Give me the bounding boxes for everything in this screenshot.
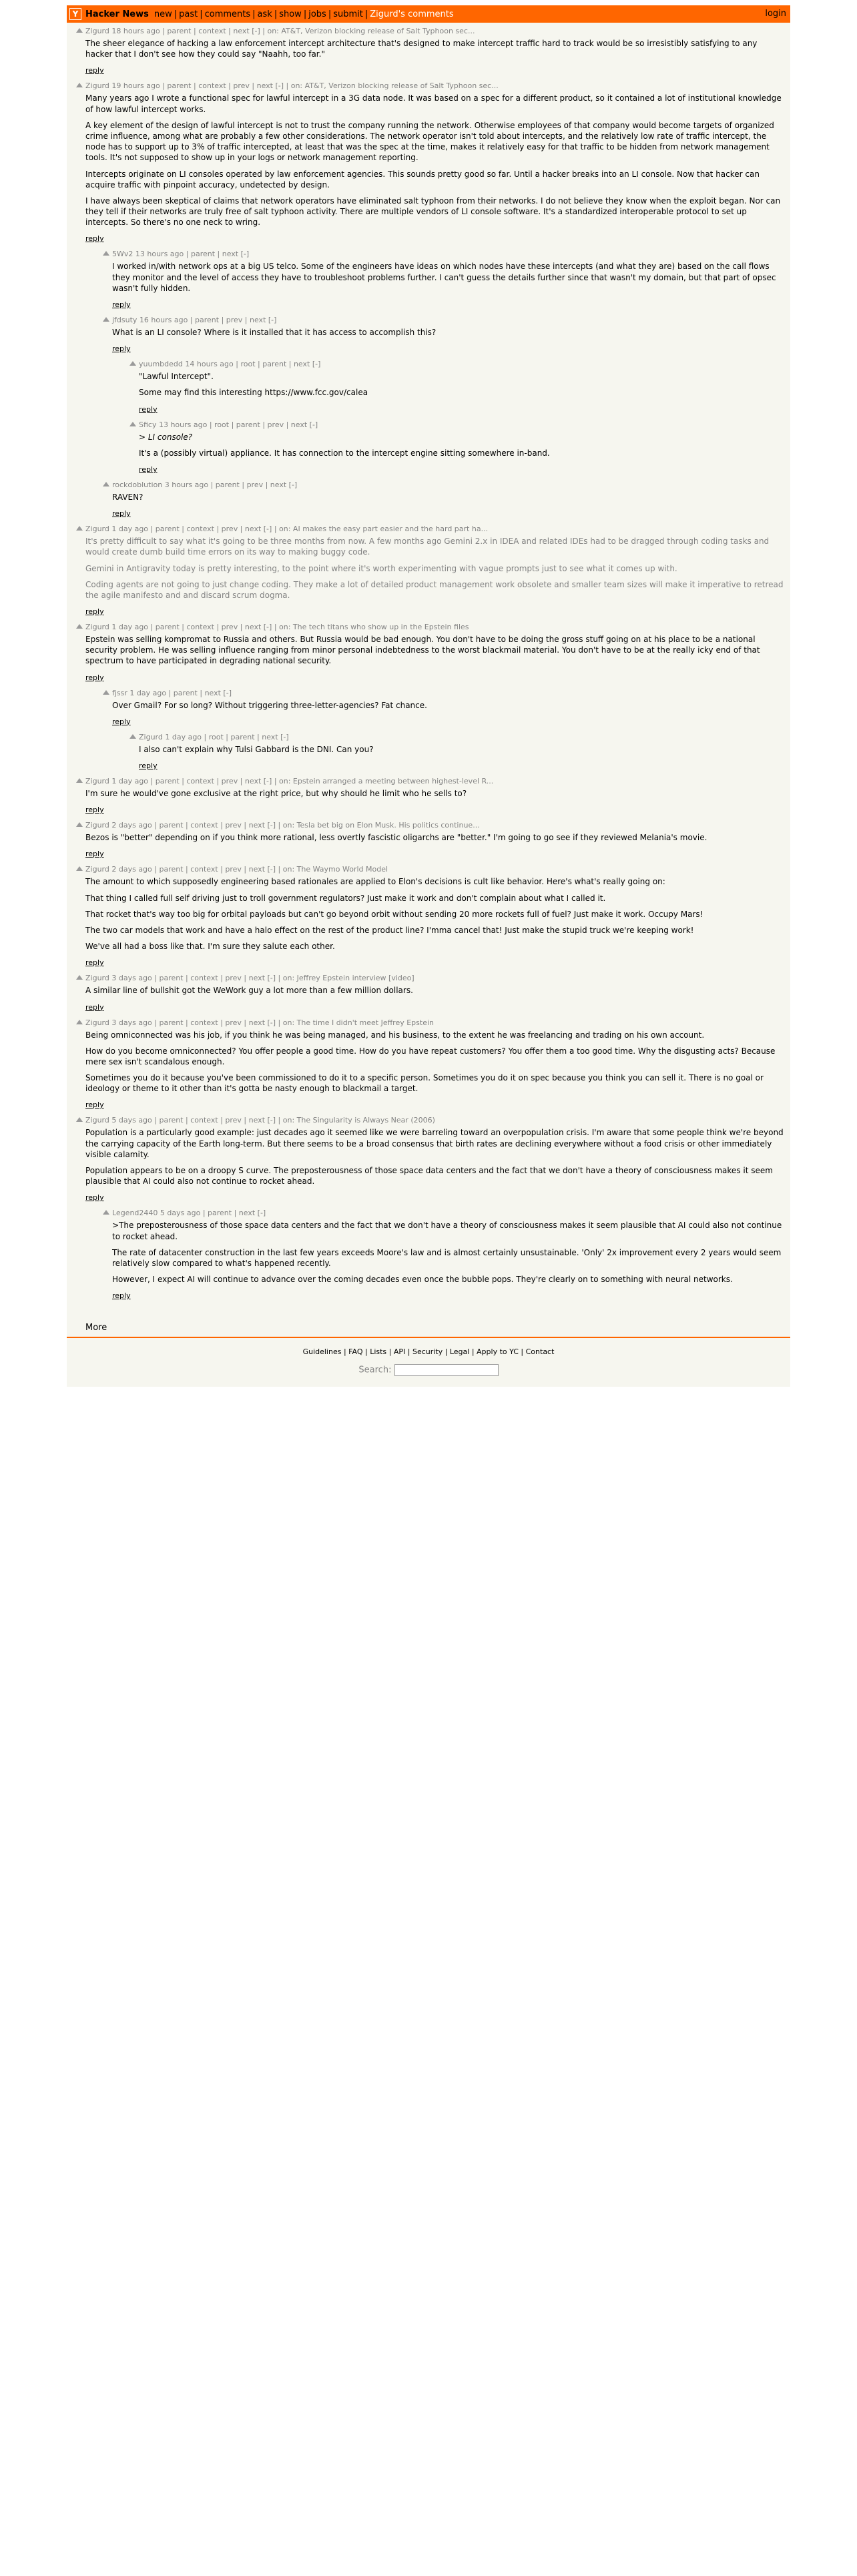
footer-link-security[interactable]: Security [412, 1347, 443, 1357]
reply-link[interactable]: reply [139, 761, 158, 770]
comment-age[interactable]: 14 hours ago [185, 360, 234, 369]
footer-separator: | [518, 1347, 526, 1357]
comment [112, 689, 785, 726]
top-bar [67, 5, 790, 23]
comment-author[interactable]: Zigurd [85, 525, 109, 534]
comment [85, 1018, 785, 1110]
comment [85, 623, 785, 682]
nav-links [154, 9, 363, 19]
comment-meta [85, 865, 785, 874]
reply-link[interactable]: reply [85, 607, 104, 617]
footer-separator: | [341, 1347, 349, 1357]
comment-paragraph: That thing I called full self driving just to troll government regulators? Just make it work and don't complain about what I called it. [85, 893, 606, 903]
upvote-arrow-icon[interactable] [76, 866, 83, 871]
comment [85, 821, 785, 858]
comment [112, 1209, 785, 1300]
footer-link-api[interactable]: API [393, 1347, 406, 1357]
comment-age[interactable]: 1 day ago [111, 525, 149, 534]
comment-body [112, 700, 785, 711]
reply-link[interactable]: reply [139, 404, 158, 414]
nav-link-submit[interactable]: submit [333, 9, 363, 19]
search-input[interactable] [394, 1364, 499, 1376]
nav-link-past[interactable]: past [179, 9, 198, 19]
comment-body [112, 327, 785, 338]
comment-age[interactable]: 2 days ago [111, 865, 152, 874]
comment-meta [85, 1018, 785, 1027]
comment-author[interactable]: Zigurd [85, 865, 109, 874]
reply-link[interactable]: reply [112, 300, 131, 309]
comment-paragraph: It's a (possibly virtual) appliance. It has connection to the intercept engine sitting somewhere in-band. [139, 448, 550, 458]
comment-age[interactable]: 13 hours ago [158, 420, 208, 429]
upvote-arrow-icon[interactable] [103, 690, 109, 695]
comment-paragraph: > LI console? [139, 432, 193, 442]
reply-link[interactable]: reply [85, 958, 104, 968]
comment-paragraph: Coding agents are not going to just change coding. They make a lot of detailed product management work obsolete and smaller team sizes will make it imperative to retread the agile manifesto and and discard scrum dogma. [85, 579, 784, 600]
upvote-arrow-icon[interactable] [76, 526, 83, 531]
comment-paragraph: Population appears to be on a droopy S curve. The preposterousness of those space data centers and the fact that we don't have a theory of consciousness makes it seem plausible that AI could also not continue to rocket ahead. [85, 1166, 773, 1187]
upvote-arrow-icon[interactable] [76, 83, 83, 87]
reply-link[interactable]: reply [112, 1291, 131, 1301]
site-title[interactable]: Hacker News [85, 9, 149, 19]
current-page-label: Zigurd's comments [370, 9, 454, 19]
comment-author[interactable]: Zigurd [85, 1018, 109, 1027]
upvote-arrow-icon[interactable] [103, 251, 109, 256]
comment-age[interactable]: 3 days ago [111, 974, 152, 983]
comment [112, 316, 785, 353]
comment-meta [85, 821, 785, 830]
comment-age[interactable]: 13 hours ago [135, 250, 184, 259]
comment-meta [85, 974, 785, 982]
footer-link-apply-to-yc[interactable]: Apply to YC [477, 1347, 519, 1357]
comment-age[interactable]: 1 day ago [129, 688, 167, 697]
comment-body [112, 492, 785, 503]
comment-nav-links[interactable]: | parent | next [-] [202, 1209, 266, 1218]
comment-paragraph: The sheer elegance of hacking a law enforcement intercept architecture that's designed to make intercept traffic hard to track would be so irresistibly satisfying to any hacker that I don't see how they could say "Naahh, too far." [85, 39, 758, 59]
comment-paragraph: Being omniconnected was his job, if you think he was being managed, and his business, to the extent he was freelancing and trading on his own account. [85, 1030, 705, 1040]
comment-paragraph: Epstein was selling kompromat to Russia and others. But Russia would be bad enough. You don't have to be doing the gross stuff going on at his place to be a national security problem. He was selling influence ranging from minor personal indebtedness to the worst blackmail material. You don't have to be at the really icky end of that spectrum to have participated in degrading national security. [85, 635, 760, 666]
comment-nav-links[interactable]: | parent | context | prev | next [-] | on: Jeffrey Epstein interview [video] [154, 974, 414, 983]
comment-meta [85, 525, 785, 533]
reply-link[interactable]: reply [85, 850, 104, 859]
upvote-arrow-icon[interactable] [76, 1020, 83, 1024]
comment-paragraph: Sometimes you do it because you've been commissioned to do it to a specific person. Sometimes you do it on spec because you think you can sell it. There is no goal or ideology or theme to it other than it's gotta be nasty enough to blackmail a target. [85, 1073, 764, 1094]
comment-age[interactable]: 1 day ago [111, 777, 149, 785]
comment-paragraph: We've all had a boss like that. I'm sure they salute each other. [85, 942, 335, 952]
reply-link[interactable]: reply [85, 66, 104, 75]
comment-author[interactable]: Zigurd [139, 732, 163, 741]
comment-nav-links[interactable]: | parent | next [-] [168, 688, 232, 697]
footer-links [67, 1347, 790, 1356]
comment-meta [112, 480, 785, 489]
comment-author[interactable]: Zigurd [85, 623, 109, 632]
nav-separator: | [200, 9, 203, 19]
reply-link[interactable]: reply [85, 1193, 104, 1203]
comment-paragraph: I'm sure he would've gone exclusive at the right price, but why should he limit who he sells to? [85, 789, 467, 798]
comment-author[interactable]: 5Wv2 [112, 250, 133, 259]
footer-separator: | [386, 1347, 394, 1357]
comment-age[interactable]: 3 hours ago [164, 480, 209, 489]
comment-paragraph: That rocket that's way too big for orbital payloads but can't go beyond orbit without sending 20 more rockets full of fuel? Just make it work. Occupy Mars! [85, 909, 703, 919]
comment-meta [139, 733, 785, 741]
comment-meta [112, 250, 785, 258]
comment-body [85, 876, 785, 952]
comment-paragraph: >The preposterousness of those space data centers and the fact that we don't have a theory of consciousness makes it seem plausible that AI could also not continue to rocket ahead. [112, 1221, 782, 1241]
comment-author[interactable]: jfdsuty [112, 316, 137, 324]
comment-nav-links[interactable]: | root | parent | next [-] [236, 360, 321, 369]
footer-link-faq[interactable]: FAQ [348, 1347, 363, 1357]
comment-paragraph: What is an LI console? Where is it installed that it has access to accomplish this? [112, 328, 437, 337]
comment-body [139, 371, 785, 398]
comment-meta [112, 1209, 785, 1217]
upvote-arrow-icon[interactable] [76, 778, 83, 783]
comment-paragraph: Intercepts originate on LI consoles operated by law enforcement agencies. This sounds pretty good so far. Until a hacker breaks into an LI console. Now that hacker can acquire traffic with pinpoint accuracy, undetected by design. [85, 169, 760, 190]
upvote-arrow-icon[interactable] [76, 975, 83, 980]
comment-paragraph: The rate of datacenter construction in the last few years exceeds Moore's law and is almost certainly unsustainable. 'Only' 2x improvement every 2 years would seem relatively slow compared to what's happened recently. [112, 1247, 782, 1268]
comment [112, 480, 785, 518]
comment-meta [85, 81, 785, 90]
comment-author[interactable]: Zigurd [85, 974, 109, 983]
comment-age[interactable]: 5 days ago [111, 1116, 152, 1125]
comment-meta [85, 777, 785, 785]
comment-nav-links[interactable]: | root | parent | next [-] [204, 732, 289, 741]
comment-paragraph: Many years ago I wrote a functional spec for lawful intercept in a 3G data node. It was based on a spec for a different product, so it contained a lot of institutional knowledge of how lawful intercept works. [85, 93, 782, 114]
comment-paragraph: However, I expect AI will continue to advance over the coming decades even once the bubble pops. They're clearly on to something with neural networks. [112, 1275, 733, 1285]
comment-paragraph: It's pretty difficult to say what it's going to be three months from now. A few months ago Gemini 2.x in IDEA and related IDEs had to be dragged through coding tasks and would create dumb build time errors on its way to making buggy code. [85, 537, 770, 557]
nav-link-jobs[interactable]: jobs [308, 9, 326, 19]
nav-separator: | [174, 9, 178, 19]
comment-nav-links[interactable]: | parent | context | prev | next [-] | on: AT&T, Verizon blocking release of Salt Typhoon sec... [162, 81, 499, 91]
comment-meta [112, 689, 785, 697]
nav-separator: | [364, 9, 368, 19]
y-logo-icon[interactable]: Y [69, 8, 81, 20]
footer-link-guidelines[interactable]: Guidelines [302, 1347, 342, 1357]
footer-separator: | [443, 1347, 450, 1357]
nav-link-comments[interactable]: comments [204, 9, 251, 19]
comment-paragraph: Population is a particularly good example: just decades ago it seemed like we were barreling toward an overpopulation crisis. I'm aware that some people think we're beyond the carrying capacity of the Earth long-term. But there seems to be a broad consensus that birth rates are declining everywhere without a food crisis or other immediately visible calamity. [85, 1128, 784, 1159]
comment-author[interactable]: Zigurd [85, 1116, 109, 1125]
comment-age[interactable]: 1 day ago [111, 623, 149, 632]
comment-author[interactable]: Zigurd [85, 81, 109, 91]
comment-paragraph: Bezos is "better" depending on if you think more rational, less overtly fascistic oligarchs are "better." I'm going to go see if they reviewed Melania's movie. [85, 833, 707, 843]
comment-body [85, 634, 785, 667]
comment-nav-links[interactable]: | parent | prev | next [-] [210, 480, 298, 489]
comment-nav-links[interactable]: | parent | context | prev | next [-] | on: AI makes the easy part easier and the hard part ha... [150, 525, 489, 534]
comment-paragraph: The two car models that work and have a halo effect on the rest of the product line? I'mma cancel that! Just make the stupid truck we're keeping work! [85, 925, 694, 935]
comment-paragraph: Over Gmail? For so long? Without triggering three-letter-agencies? Fat chance. [112, 700, 427, 710]
footer-link-lists[interactable]: Lists [370, 1347, 387, 1357]
nav-separator: | [274, 9, 278, 19]
comment-body [85, 1127, 785, 1187]
reply-link[interactable]: reply [112, 509, 131, 519]
comment-nav-links[interactable]: | parent | next [-] [186, 250, 250, 259]
comment-body [112, 1220, 785, 1285]
reply-link[interactable]: reply [112, 717, 131, 726]
reply-link[interactable]: reply [112, 344, 131, 354]
comment-paragraph: I also can't explain why Tulsi Gabbard is the DNI. Can you? [139, 744, 374, 754]
comment-paragraph: I worked in/with network ops at a big US telco. Some of the engineers have ideas on which nodes have these intercepts (and what they are) based on the call flows they monitor and the level of access they have to troubleshoot problems further. I can't guess the details further since that wasn't my domain, but that part of opsec wasn't fully hidden. [112, 262, 776, 293]
reply-link[interactable]: reply [85, 806, 104, 815]
comment-meta [112, 316, 785, 324]
comment-paragraph: RAVEN? [112, 492, 144, 502]
comment-body [85, 832, 785, 843]
comment-nav-links[interactable]: | parent | prev | next [-] [190, 316, 277, 324]
upvote-arrow-icon[interactable] [76, 1117, 83, 1122]
nav-link-new[interactable]: new [154, 9, 172, 19]
comment-age[interactable]: 18 hours ago [111, 27, 160, 35]
footer-separator: | [469, 1347, 477, 1357]
upvote-arrow-icon[interactable] [76, 624, 83, 629]
comment-author[interactable]: fjssr [112, 688, 127, 697]
comment [85, 1116, 785, 1202]
comment [85, 525, 785, 616]
comment-nav-links[interactable]: | parent | context | prev | next [-] | on: The Singularity is Always Near (2006) [154, 1116, 435, 1125]
comment-paragraph: The amount to which supposedly engineering based rationales are applied to Elon's decisions is cult like behavior. Here's what's really going on: [85, 877, 665, 887]
nav-link-show[interactable]: show [279, 9, 302, 19]
comment-paragraph: Some may find this interesting https://www.fcc.gov/calea [139, 388, 368, 398]
more-link[interactable]: More [85, 1323, 107, 1333]
comment-body [85, 536, 785, 601]
comment-age[interactable]: 5 days ago [160, 1209, 201, 1218]
comment-author[interactable]: Zigurd [85, 777, 109, 785]
reply-link[interactable]: reply [85, 1002, 104, 1012]
footer-separator: | [405, 1347, 412, 1357]
comment-body [139, 744, 785, 755]
footer-separator: | [362, 1347, 370, 1357]
comment-author[interactable]: Sficy [139, 420, 157, 429]
comment-nav-links[interactable]: | root | parent | prev | next [-] [209, 420, 318, 429]
reply-link[interactable]: reply [85, 234, 104, 244]
upvote-arrow-icon[interactable] [129, 361, 136, 366]
upvote-arrow-icon[interactable] [103, 1210, 109, 1215]
nav-separator: | [252, 9, 256, 19]
comment-author[interactable]: Zigurd [85, 27, 109, 35]
comment [85, 81, 785, 243]
comment-paragraph: A similar line of bullshit got the WeWork guy a lot more than a few million dollars. [85, 986, 413, 996]
comment-age[interactable]: 16 hours ago [139, 316, 188, 324]
comment-age[interactable]: 2 days ago [111, 821, 152, 830]
comment-nav-links[interactable]: | parent | context | prev | next [-] | on: Tesla bet big on Elon Musk. His politics continue... [154, 821, 480, 830]
comment [139, 360, 785, 413]
comment-paragraph: I have always been skeptical of claims that network operators have eliminated salt typhoon from their networks. I do not believe they know when the exploit began. Nor can they tell if their networks are truly free of salt typhoon activity. There are multiple vendors of LI console software. It's a standardized interoperable protocol to set up intercepts. So there's no one neck to wring. [85, 196, 781, 228]
upvote-arrow-icon[interactable] [103, 482, 109, 487]
comment-meta [85, 1116, 785, 1124]
comment-nav-links[interactable]: | parent | context | prev | next [-] | on: Epstein arranged a meeting between highest-level R... [150, 777, 494, 785]
reply-link[interactable]: reply [139, 464, 158, 474]
search-label: Search: [358, 1365, 392, 1375]
comment [85, 777, 785, 814]
reply-link[interactable]: reply [85, 1100, 104, 1110]
upvote-arrow-icon[interactable] [103, 317, 109, 322]
comment-paragraph: How do you become omniconnected? You offer people a good time. How do you have repeat customers? You offer them a too good time. Why the disgusting acts? Because mere sex isn't scandalous enough. [85, 1046, 776, 1066]
comment-nav-links[interactable]: | parent | context | prev | next [-] | on: The tech titans who show up in the Epstein files [150, 623, 469, 632]
reply-link[interactable]: reply [85, 673, 104, 682]
footer-link-contact[interactable]: Contact [525, 1347, 555, 1357]
upvote-arrow-icon[interactable] [76, 28, 83, 33]
nav-separator: | [303, 9, 307, 19]
nav-link-ask[interactable]: ask [257, 9, 272, 19]
comment-age[interactable]: 19 hours ago [111, 81, 160, 91]
comment-age[interactable]: 1 day ago [165, 732, 202, 741]
comment [85, 865, 785, 967]
comment [112, 250, 785, 309]
comment-age[interactable]: 3 days ago [111, 1018, 152, 1027]
comment-body [85, 1030, 785, 1094]
comment-nav-links[interactable]: | parent | context | prev | next [-] | on: The time I didn't meet Jeffrey Epstein [154, 1018, 435, 1027]
comment-author[interactable]: rockdoblution [112, 480, 163, 489]
comment [85, 974, 785, 1011]
comment-list [67, 23, 790, 1315]
comment [85, 27, 785, 75]
comment-author[interactable]: yuumbdedd [139, 360, 183, 369]
comment-body [112, 261, 785, 294]
comment-body [85, 985, 785, 996]
comment-nav-links[interactable]: | parent | context | next [-] | on: AT&T, Verizon blocking release of Salt Typhoon sec... [162, 27, 475, 35]
comment-paragraph: A key element of the design of lawful intercept is not to trust the company running the network. Otherwise employees of that company would become targets of organized crime influence, among what are probably a few other considerations. The network operator isn't told about intercepts, and the relatively low rate of traffic intercept, the node has to support up to 3% of traffic intercepted, at least that was the spec at the time, makes it relatively easy for that traffic to be hidden from network management tools. It's not supposed to show up in your logs or network management reporting. [85, 120, 774, 163]
comment [139, 420, 785, 474]
upvote-arrow-icon[interactable] [129, 422, 136, 426]
comment-body [85, 93, 785, 228]
comment-meta [85, 623, 785, 631]
footer [67, 1337, 790, 1387]
comment-paragraph: Gemini in Antigravity today is pretty interesting, to the point where it's worth experimenting with vague prompts just to see what it comes up with. [85, 563, 677, 573]
nav-separator: | [328, 9, 332, 19]
login-link[interactable]: login [765, 9, 786, 19]
page-container [67, 5, 790, 1387]
comment-meta [139, 420, 785, 429]
comment-meta [139, 360, 785, 368]
comment-body [85, 38, 785, 59]
comment-meta [85, 27, 785, 35]
comment-body [139, 432, 785, 458]
comment-body [85, 788, 785, 799]
comment-author[interactable]: Legend2440 [112, 1209, 158, 1218]
comment-nav-links[interactable]: | parent | context | prev | next [-] | on: The Waymo World Model [154, 865, 388, 874]
comment-author[interactable]: Zigurd [85, 821, 109, 830]
upvote-arrow-icon[interactable] [129, 734, 136, 739]
comment-paragraph: "Lawful Intercept". [139, 372, 214, 382]
search-area [67, 1364, 790, 1376]
footer-link-legal[interactable]: Legal [449, 1347, 470, 1357]
upvote-arrow-icon[interactable] [76, 822, 83, 827]
comment [139, 733, 785, 770]
